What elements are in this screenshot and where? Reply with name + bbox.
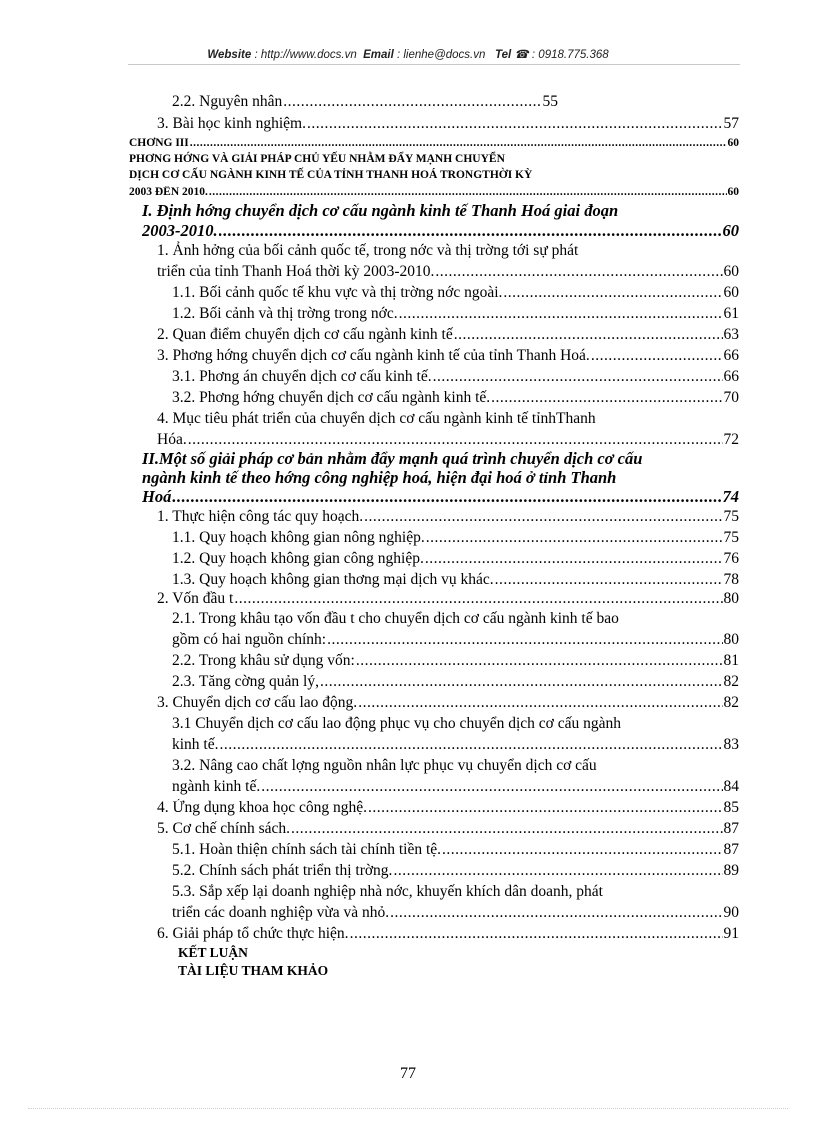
toc-entry-page: 60 [723,263,739,280]
toc-leader [591,347,723,365]
toc-entry-page: 72 [723,431,739,448]
toc-entry[interactable] [172,841,739,859]
toc-entry[interactable] [157,347,739,365]
toc-entry-page: 60 [722,221,739,240]
toc-entry-page: 57 [723,115,739,132]
footer-rule [28,1108,788,1109]
toc-leader [220,736,723,754]
toc-entry-text: Hoá [142,487,172,506]
toc-entry-text: 3. Bài học kinh nghiệm. [157,115,306,132]
toc-entry[interactable] [157,326,739,344]
toc-entry-page: 90 [723,904,739,921]
toc-entry-line: 1. Ảnh hởng của bối cảnh quốc tế, trong nớc và thị trờng tới sự phát [157,242,579,259]
toc-entry-page: 60 [723,284,739,301]
toc-entry[interactable] [172,93,558,111]
toc-entry-line: 3.1 Chuyển dịch cơ cấu lao động phục vụ cho chuyển dịch cơ cấu ngành [172,715,621,732]
toc-entry[interactable] [172,571,739,589]
toc-leader [209,186,727,198]
toc-entry[interactable] [157,508,739,526]
toc-entry[interactable] [172,904,739,922]
website-sep: : [251,49,261,61]
toc-leader [307,115,723,133]
toc-leader [320,673,723,691]
toc-entry-text: 2003-2010. [142,221,218,240]
website-label: Website [207,49,252,61]
tel-label: Tel [494,49,512,61]
toc-conclusion[interactable]: KẾT LUẬN [178,945,248,960]
website-url[interactable]: http://www.docs.vn [260,49,357,61]
toc-entry-text: triển của tỉnh Thanh Hoá thời kỳ 2003-2010. [157,263,435,280]
toc-entry-text: kinh tế. [172,736,219,753]
toc-entry-text: 1.2. Bối cảnh và thị trờng trong nớc. [172,305,398,322]
toc-entry-page: 87 [723,841,739,858]
toc-leader [390,904,722,922]
toc-leader [219,221,722,241]
toc-entry-text: gồm có hai nguồn chính: [172,631,327,648]
toc-entry-text: 4. Ứng dụng khoa học công nghệ. [157,799,368,816]
toc-entry-text: 1.3. Quy hoạch không gian thơng mại dịch vụ khác. [172,571,494,588]
toc-entry-page: 82 [723,694,739,711]
toc-entry-text: 1.2. Quy hoạch không gian công nghiệp. [172,550,424,567]
toc-entry-page: 76 [723,550,739,567]
toc-leader [283,93,541,111]
toc-entry[interactable] [172,778,739,796]
toc-leader [426,529,723,547]
toc-entry-line: 5.3. Sắp xếp lại doanh nghiệp nhà nớc, khuyến khích dân doanh, phát [172,883,603,900]
toc-leader [188,431,723,449]
toc-entry-page: 80 [723,631,739,648]
toc-entry-text: 5.1. Hoàn thiện chính sách tài chính tiền tệ. [172,841,442,858]
toc-entry-text: 1. Thực hiện công tác quy hoạch. [157,508,364,525]
toc-entry-text: 2003 ĐẾN 2010. [129,186,208,198]
toc-entry-line: 4. Mục tiêu phát triển của chuyển dịch cơ cấu ngành kinh tế tỉnhThanh [157,410,596,427]
toc-entry-page: 55 [542,93,558,110]
toc-leader [393,862,722,880]
toc-entry-page: 83 [723,736,739,753]
toc-entry-page: 81 [723,652,739,669]
toc-entry-line: 2.1. Trong khâu tạo vốn đầu t cho chuyển dịch cơ cấu ngành kinh tế bao [172,610,619,627]
toc-entry[interactable] [157,115,739,133]
toc-leader [433,368,723,386]
toc-section[interactable] [142,487,739,507]
toc-entry[interactable] [157,799,739,817]
toc-leader [172,487,721,507]
header-rule [128,64,740,65]
toc-chapter[interactable] [129,137,739,149]
toc-entry-text: 1.1. Quy hoạch không gian nông nghiệp. [172,529,425,546]
toc-entry[interactable] [157,263,739,281]
toc-entry-page: 84 [723,778,739,795]
toc-entry-text: 2. Quan điểm chuyển dịch cơ cấu ngành kinh tế [157,326,453,343]
toc-leader [234,590,722,608]
toc-entry-text: 3.1. Phơng án chuyển dịch cơ cấu kinh tế. [172,368,432,385]
toc-entry[interactable] [157,820,739,838]
toc-section[interactable] [142,221,739,241]
toc-chapter-title-line: PHƠNG HỚNG VÀ GIẢI PHÁP CHỦ YẾU NHẰM ĐẨY MẠNH CHUYỂN [129,153,505,165]
toc-leader [368,799,722,817]
toc-entry-page: 66 [723,368,739,385]
toc-leader [442,841,722,859]
toc-references[interactable]: TÀI LIỆU THAM KHẢO [178,963,329,978]
toc-leader [190,137,727,149]
toc-entry-text: 3. Phơng hớng chuyển dịch cơ cấu ngành kinh tế của tỉnh Thanh Hoá. [157,347,590,364]
toc-entry[interactable] [172,631,739,649]
toc-entry-page: 74 [722,487,739,506]
toc-entry-text: 6. Giải pháp tổ chức thực hiện. [157,925,349,942]
toc-entry-page: 91 [723,925,739,942]
toc-entry-page: 61 [723,305,739,322]
toc-entry-page: 75 [723,529,739,546]
toc-entry-page: 78 [723,571,739,588]
toc-entry-text: 2.2. Nguyên nhân [172,93,283,110]
email-value[interactable]: : lienhe@docs.vn [393,49,486,61]
toc-entry-text: 2.3. Tăng cờng quản lý, [172,673,319,690]
toc-leader [503,284,722,302]
toc-entry[interactable] [172,284,739,302]
toc-entry[interactable] [172,550,739,568]
toc-entry-text: 3. Chuyển dịch cơ cấu lao động. [157,694,358,711]
toc-leader [350,925,723,943]
toc-leader [356,652,723,670]
toc-entry-page: 75 [723,508,739,525]
toc-entry-text: CHƠNG III [129,137,189,149]
toc-entry[interactable] [172,368,739,386]
toc-entry-page: 82 [723,673,739,690]
toc-leader [327,631,722,649]
toc-entry-page: 85 [723,799,739,816]
toc-leader [495,571,723,589]
toc-entry-page: 66 [723,347,739,364]
toc-chapter[interactable] [129,186,739,198]
toc-entry[interactable] [172,652,739,670]
toc-entry[interactable] [172,862,739,880]
toc-leader [358,694,722,712]
toc-entry-page: 89 [723,862,739,879]
toc-entry-line: 3.2. Nâng cao chất lợng nguồn nhân lực phục vụ chuyển dịch cơ cấu [172,757,597,774]
toc-section-title-line: ngành kinh tế theo hớng công nghiệp hoá, hiện đại hoá ở tỉnh Thanh [142,468,617,487]
toc-entry[interactable] [172,389,739,407]
toc-entry-text: ngành kinh tế. [172,778,261,795]
toc-leader [261,778,722,796]
page-header [0,47,816,61]
toc-entry[interactable] [157,431,739,449]
toc-leader [491,389,722,407]
toc-entry[interactable] [172,305,739,323]
toc-leader [364,508,722,526]
toc-leader [291,820,722,838]
toc-leader [399,305,723,323]
toc-entry[interactable] [172,529,739,547]
toc-entry-page: 63 [723,326,739,343]
toc-entry-text: 1.1. Bối cảnh quốc tế khu vực và thị trờng nớc ngoài. [172,284,503,301]
toc-leader [454,326,723,344]
toc-entry-page: 60 [727,137,739,149]
toc-entry-text: triển các doanh nghiệp vừa và nhỏ. [172,904,390,921]
toc-entry-page: 70 [723,389,739,406]
toc-entry-text: 5. Cơ chế chính sách. [157,820,291,837]
toc-section-title-line: I. Định hớng chuyển dịch cơ cấu ngành kinh tế Thanh Hoá giai đoạn [142,201,619,220]
toc-section-title-line: II.Một số giải pháp cơ bản nhằm đẩy mạnh quá trình chuyển dịch cơ cấu [142,449,643,468]
toc-entry-page: 80 [723,590,739,607]
toc-entry[interactable] [157,590,739,608]
toc-entry-text: 2. Vốn đầu t [157,590,234,607]
toc-entry[interactable] [157,694,739,712]
toc-chapter-title-line: DỊCH CƠ CẤU NGÀNH KINH TẾ CỦA TỈNH THANH HOÁ TRONGTHỜI KỲ [129,169,533,181]
toc-entry-text: 2.2. Trong khâu sử dụng vốn: [172,652,355,669]
toc-leader [435,263,722,281]
email-label: Email [363,49,394,61]
toc-entry[interactable] [157,925,739,943]
toc-leader [425,550,723,568]
toc-entry-text: 3.2. Phơng hớng chuyển dịch cơ cấu ngành kinh tế. [172,389,491,406]
page-number: 77 [400,1065,416,1082]
toc-entry-text: Hóa. [157,431,187,448]
toc-entry[interactable] [172,673,739,691]
toc-entry-page: 60 [727,186,739,198]
toc-entry-page: 87 [723,820,739,837]
toc-entry[interactable] [172,736,739,754]
tel-value: ☎ : 0918.775.368 [511,49,609,61]
toc-entry-text: 5.2. Chính sách phát triển thị trờng. [172,862,393,879]
